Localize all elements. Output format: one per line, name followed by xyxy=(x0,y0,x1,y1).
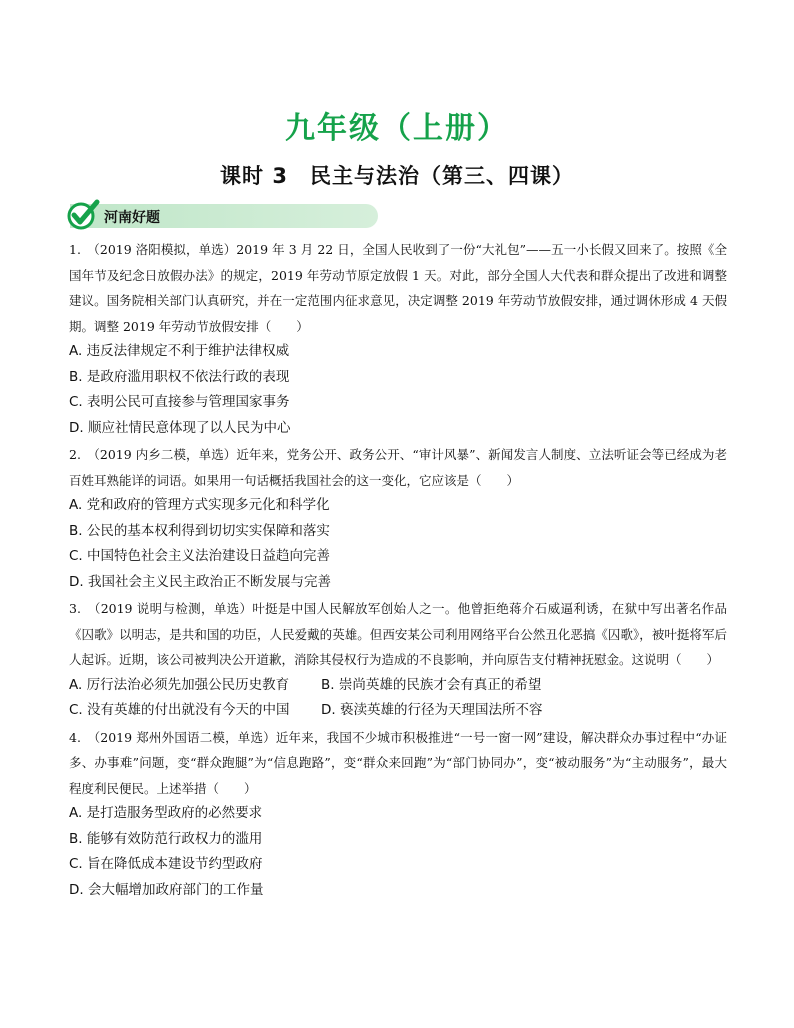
question-3 xyxy=(69,596,727,724)
option-b: B. 是政府滥用职权不依法行政的表现 xyxy=(69,368,290,385)
option-b: B. 崇尚英雄的民族才会有真正的希望 xyxy=(321,676,542,693)
option-a: A. 党和政府的管理方式实现多元化和科学化 xyxy=(69,497,330,513)
question-4 xyxy=(69,725,727,904)
option-c: C. 旨在降低成本建设节约型政府 xyxy=(69,856,263,872)
question-stem: 3. （2019 说明与检测，单选）叶挺是中国人民解放军创始人之一。他曾拒绝蒋介石威逼利诱，在狱中写出著名作品《囚歌》以明志，是共和国的功臣，人民爱戴的英雄。但西安某公司利用网络平台公然丑化恶搞《囚歌》，被叶挺将军后人起诉。近期，该公司被判决公开道歉，消除其侵权行为造成的不良影响，并向原告支付精神抚慰金。这说明（ ） xyxy=(69,601,727,667)
option-row xyxy=(69,673,727,699)
question-1 xyxy=(69,237,727,441)
question-stem: 1. （2019 洛阳模拟，单选）2019 年 3 月 22 日，全国人民收到了一份“大礼包”——五一小长假又回来了。按照《全国年节及纪念日放假办法》的规定，2019 年劳动节原定放假 1 天。对此，部分全国人大代表和群众提出了改进和调整建议。国务院相关部门认真研究，并在一定范围内征求意见，决定调整 2019 年劳动节放假安排，通过调休形成 4 天假期。调整 2019 年劳动节放假安排（ ） xyxy=(69,242,727,334)
option-c: C. 中国特色社会主义法治建设日益趋向完善 xyxy=(69,548,331,564)
section-banner xyxy=(70,204,378,228)
check-icon xyxy=(66,198,100,232)
option-b: B. 公民的基本权利得到切切实实保障和落实 xyxy=(69,522,330,539)
option-d: D. 我国社会主义民主政治正不断发展与完善 xyxy=(69,573,331,590)
option-a: A. 违反法律规定不利于维护法律权威 xyxy=(69,343,290,359)
page-title: 九年级（上册） xyxy=(285,111,509,146)
question-2 xyxy=(69,442,727,595)
question-stem: 4. （2019 郑州外国语二模，单选）近年来，我国不少城市积极推进“一号一窗一网”建设，解决群众办事过程中“办证多、办事难”问题，变“群众跑腿”为“信息跑路”，变“群众来回跑”为“部门协同办”，变“被动服务”为“主动服务”，最大程度利民便民。上述举措（ ） xyxy=(69,729,727,796)
option-c: C. 表明公民可直接参与管理国家事务 xyxy=(69,394,290,410)
option-d: D. 会大幅增加政府部门的工作量 xyxy=(69,881,264,898)
question-list xyxy=(69,236,727,903)
option-a: A. 是打造服务型政府的必然要求 xyxy=(69,805,263,821)
question-stem: 2. （2019 内乡二模，单选）近年来，党务公开、政务公开、“审计风暴”、新闻发言人制度、立法听证会等已经成为老百姓耳熟能详的词语。如果用一句话概括我国社会的这一变化，它应该是（ ） xyxy=(69,447,727,488)
section-label: 河南好题 xyxy=(104,210,160,226)
option-c: C. 没有英雄的付出就没有今天的中国 xyxy=(69,702,290,718)
lesson-subtitle: 课时 3 民主与法治（第三、四课） xyxy=(220,164,574,188)
option-row xyxy=(69,698,727,724)
option-d: D. 亵渎英雄的行径为天理国法所不容 xyxy=(321,702,543,718)
option-a: A. 厉行法治必须先加强公民历史教育 xyxy=(69,676,290,693)
option-d: D. 顺应社情民意体现了以人民为中心 xyxy=(69,419,291,436)
option-b: B. 能够有效防范行政权力的滥用 xyxy=(69,830,263,847)
